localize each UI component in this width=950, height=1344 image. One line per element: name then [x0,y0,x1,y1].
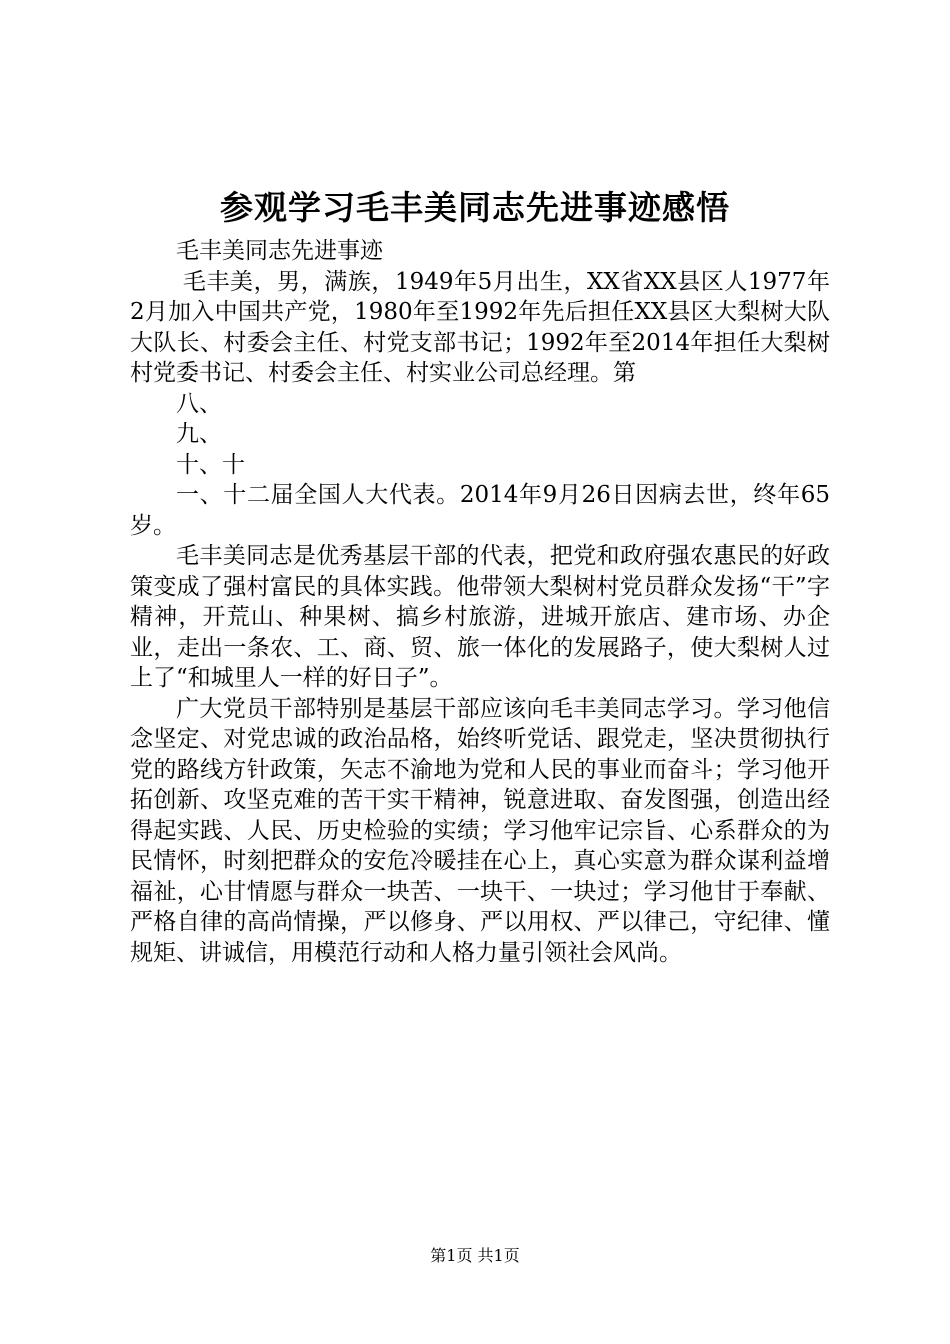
page-footer: 第1页 共1页 [430,1246,520,1265]
paragraph-fragment-8: 八、 [176,390,222,417]
paragraph-biography: 毛丰美，男，满族，1949年5月出生，XX省XX县区人1977年2月加入中国共产党，1980年至1992年先后担任XX县区大梨树大队大队长、村委会主任、村党支部书记；1992年至2014年担任大梨树村党委书记、村委会主任、村实业公司总经理。第 [130,268,830,386]
paragraph-exemplary-cadre: 毛丰美同志是优秀基层干部的代表，把党和政府强农惠民的好政策变成了强村富民的具体实践。他带领大梨树村党员群众发扬“干”字精神，开荒山、种果树、搞乡村旅游，进城开旅店、建市场、办企业，走出一条农、工、商、贸、旅一体化的发展路子，使大梨树人过上了“和城里人一样的好日子”。 [130,543,830,691]
paragraph-fragment-10: 十、十 [176,451,245,478]
paragraph-npc-delegate: 一、十二届全国人大代表。2014年9月26日因病去世，终年65岁。 [130,482,830,539]
paragraph-fragment-9: 九、 [176,421,222,447]
document-title: 参观学习毛丰美同志先进事迹感悟 [220,188,730,227]
document-body [130,236,830,968]
paragraph-subtitle: 毛丰美同志先进事迹 [176,238,383,264]
paragraph-learning: 广大党员干部特别是基层干部应该向毛丰美同志学习。学习他信念坚定、对党忠诚的政治品格，始终听党话、跟党走，坚决贯彻执行党的路线方针政策，矢志不渝地为党和人民的事业而奋斗；学习他开拓创新、攻坚克难的苦干实干精神，锐意进取、奋发图强，创造出经得起实践、人民、历史检验的实绩；学习他牢记宗旨、心系群众的为民情怀，时刻把群众的安危冷暖挂在心上，真心实意为群众谋利益增福祉，心甘情愿与群众一块苦、一块干、一块过；学习他甘于奉献、严格自律的高尚情操，严以修身、严以用权、严以律己，守纪律、懂规矩、讲诚信，用模范行动和人格力量引领社会风尚。 [130,695,830,966]
